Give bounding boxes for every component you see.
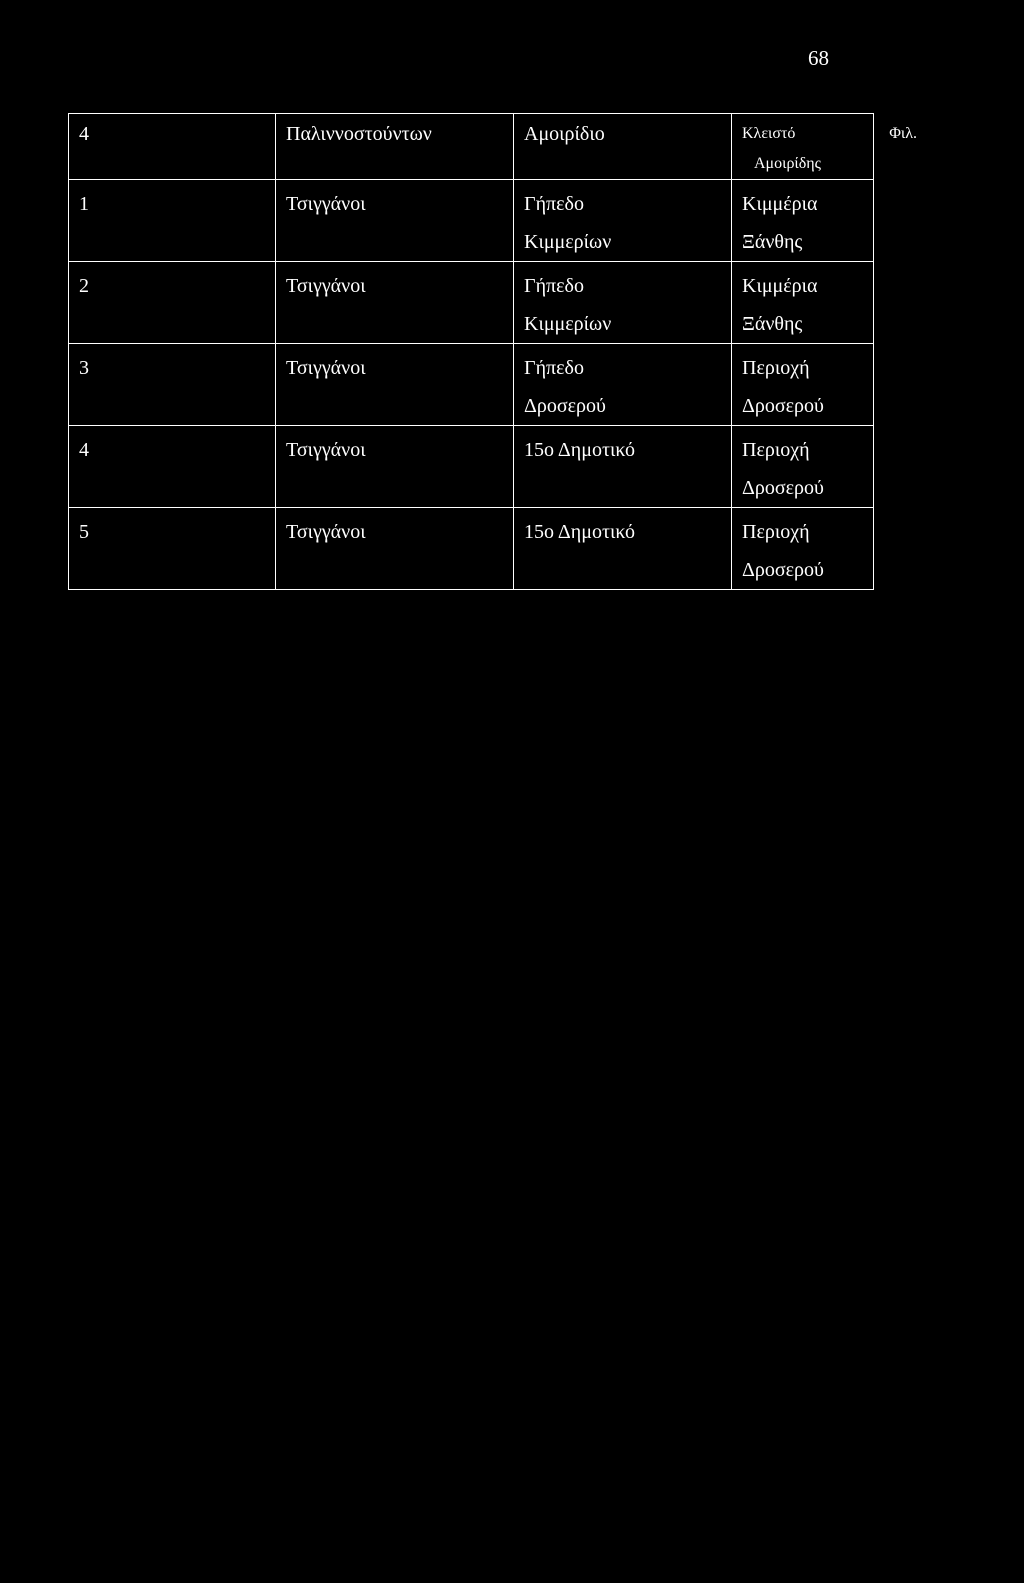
venue-line-1: Αμοιρίδιο xyxy=(524,123,605,145)
table-cell-area xyxy=(732,114,917,180)
row-number: 4 xyxy=(79,439,89,461)
venue-line-2: Κιμμερίων xyxy=(524,313,612,335)
venue-line-1: Γήπεδο xyxy=(524,193,584,215)
group-name: Τσιγγάνοι xyxy=(286,193,366,215)
area-line-2: Δροσερού xyxy=(742,477,824,499)
table-cell-group xyxy=(276,344,514,426)
row-number: 3 xyxy=(79,357,89,379)
venue-line-2: Δροσερού xyxy=(524,395,606,417)
table-cell-venue xyxy=(514,344,732,426)
table-row xyxy=(69,344,874,426)
table-row xyxy=(69,180,874,262)
group-name: Τσιγγάνοι xyxy=(286,439,366,461)
table-cell-number xyxy=(69,262,276,344)
table-cell-number xyxy=(69,426,276,508)
table-cell-venue xyxy=(514,262,732,344)
table-cell-group xyxy=(276,508,514,590)
group-name: Παλιννοστούντων xyxy=(286,123,432,145)
row-number: 5 xyxy=(79,521,89,543)
area-line-2: Δροσερού xyxy=(742,559,824,581)
group-name: Τσιγγάνοι xyxy=(286,357,366,379)
area-line-2: Ξάνθης xyxy=(742,231,803,253)
table-cell-group xyxy=(276,426,514,508)
venue-line-1: Γήπεδο xyxy=(524,357,584,379)
venue-line-1: 15ο Δημοτικό xyxy=(524,439,635,461)
table-row xyxy=(69,262,874,344)
group-name: Τσιγγάνοι xyxy=(286,521,366,543)
table-cell-group xyxy=(276,180,514,262)
venue-line-2: Κιμμερίων xyxy=(524,231,612,253)
table-row xyxy=(69,508,874,590)
venue-line-1: Γήπεδο xyxy=(524,275,584,297)
area-line-2: Δροσερού xyxy=(742,395,824,417)
venue-line-1: 15ο Δημοτικό xyxy=(524,521,635,543)
area-line-2: Αμοιρίδης xyxy=(754,155,821,172)
table-cell-group xyxy=(276,114,514,180)
table-cell-area xyxy=(732,426,874,508)
area-line-1: Κιμμέρια xyxy=(742,193,818,215)
area-type: Κλειστό xyxy=(742,125,796,142)
group-name: Τσιγγάνοι xyxy=(286,275,366,297)
area-line-2: Ξάνθης xyxy=(742,313,803,335)
table-cell-venue xyxy=(514,114,732,180)
table-cell-venue xyxy=(514,180,732,262)
table-cell-area xyxy=(732,344,874,426)
page-number: 68 xyxy=(808,46,829,70)
table-cell-venue xyxy=(514,508,732,590)
table-row xyxy=(69,114,874,180)
area-line-1 xyxy=(742,119,917,149)
area-line-1: Περιοχή xyxy=(742,439,810,461)
row-number: 1 xyxy=(79,193,89,215)
row-number: 4 xyxy=(79,123,89,145)
table-cell-area xyxy=(732,180,874,262)
table-cell-area xyxy=(732,262,874,344)
area-line-1: Περιοχή xyxy=(742,521,810,543)
schedule-table xyxy=(68,113,917,590)
row-number: 2 xyxy=(79,275,89,297)
table-cell-venue xyxy=(514,426,732,508)
area-line-1: Περιοχή xyxy=(742,357,810,379)
table-cell-group xyxy=(276,262,514,344)
area-abbrev: Φιλ. xyxy=(889,125,917,142)
area-line-1: Κιμμέρια xyxy=(742,275,818,297)
table-cell-area xyxy=(732,508,874,590)
table-row xyxy=(69,426,874,508)
table-cell-number xyxy=(69,180,276,262)
table-cell-number xyxy=(69,114,276,180)
table-cell-number xyxy=(69,508,276,590)
table-cell-number xyxy=(69,344,276,426)
